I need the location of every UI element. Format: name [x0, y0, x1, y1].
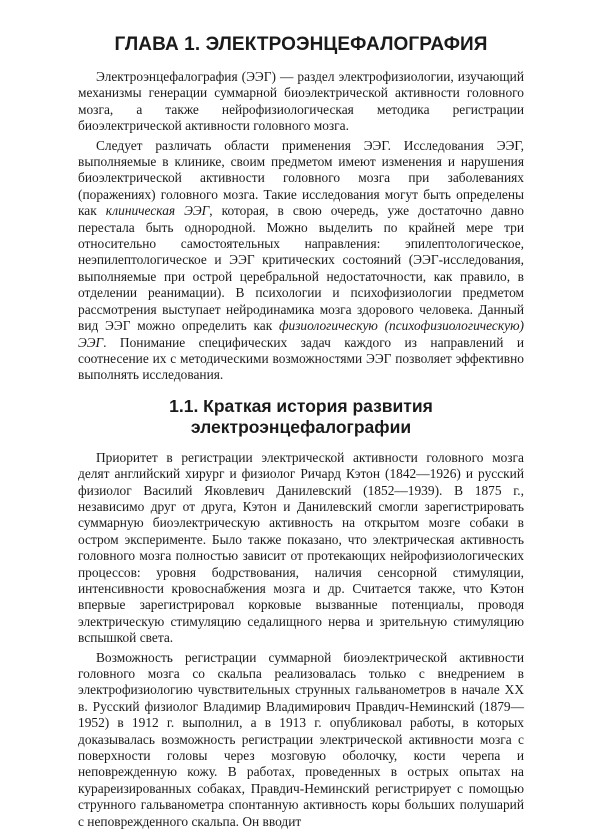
intro-paragraph-2-part-1: Следует различать области применения ЭЭГ. Исследования ЭЭГ, выполняемые в клинике, своим предметом имеют изменения и нарушения биоэлектрической активности головного мозга при заболеваниях (поражениях) головного мозга. Такие исследования могут быть определены как [78, 137, 524, 219]
intro-paragraph-2-part-3: . Понимание специфических задач каждого из направлений и соотнесение их с методическими возможностями ЭЭГ позволяет эффективно выполнять исследования. [78, 334, 524, 383]
intro-paragraph-2 [78, 138, 524, 384]
section-title [78, 396, 524, 438]
history-paragraph-2: Возможность регистрации суммарной биоэлектрической активности головного мозга со скальпа реализовалась только с внедрением в электрофизиологию чувствительных струнных гальванометров в начале XX в. Русский физиолог Владимир Владимирович Правдич-Неминский (1879—1952) в 1912 г. выполнил, а в 1913 г. опубликовал работы, в которых доказывалась возможность регистрации электрической активности мозга с поверхности головы через мозговую оболочку, кости черепа и неповрежденную кожу. В работах, проведенных в острых опытах на курареизированных собаках, Правдич-Неминский регистрирует с помощью струнного гальванометра спонтанную активность коры больших полушарий с неповрежденного скальпа. Он вводит [78, 649, 524, 829]
history-paragraph-1: Приоритет в регистрации электрической активности головного мозга делят английский хирург и физиолог Ричард Кэтон (1842—1926) и русский физиолог Василий Яковлевич Данилевский (1852—1939). В 1875 г., независимо друг от друга, Кэтон и Данилевский смогли зарегистрировать суммарную биоэлектрическую активность на открытом мозге собаки в остром эксперименте. Было также показано, что электрическая активность головного мозга полностью зависит от протекающих нейрофизиологических процессов: уровня бодрствования, наличия сенсорной стимуляции, интенсивности кровоснабжения мозга и др. Считается также, что Кэтон впервые зарегистрировал корковые вызванные потенциалы, проводя электрическую стимуляцию седалищного нерва и зрительную стимуляцию вспышкой света. [78, 449, 524, 646]
section-title-line-1: 1.1. Краткая история развития [169, 395, 433, 416]
term-clinical-eeg: клиническая ЭЭГ [105, 203, 210, 219]
section-title-line-2: электроэнцефалографии [190, 416, 412, 437]
intro-paragraph-2-part-2: , которая, в свою очередь, уже достаточно давно перестала быть однородной. Можно выделить по крайней мере три относительно самостоятельных направления: эпилептологическое, неэпилептологическое и ЭЭГ критических состояний (ЭЭГ-исследования, выполняемые при острой церебральной недостаточности, как правило, в отделении реанимации). В психологии и психофизиологии предметом рассмотрения выступает нейродинамика мозга здорового человека. Данный вид ЭЭГ можно определить как [78, 203, 524, 334]
chapter-title: ГЛАВА 1. ЭЛЕКТРОЭНЦЕФАЛОГРАФИЯ [114, 34, 488, 55]
intro-paragraph-1: Электроэнцефалография (ЭЭГ) — раздел электрофизиологии, изучающий механизмы генерации суммарной биоэлектрической активности головного мозга, а также нейрофизиологическая методика регистрации биоэлектрической активности головного мозга. [78, 69, 524, 134]
term-physiological-eeg: физиологическую (психофизиологическую) ЭЭГ [78, 318, 524, 350]
document-page [78, 34, 524, 830]
